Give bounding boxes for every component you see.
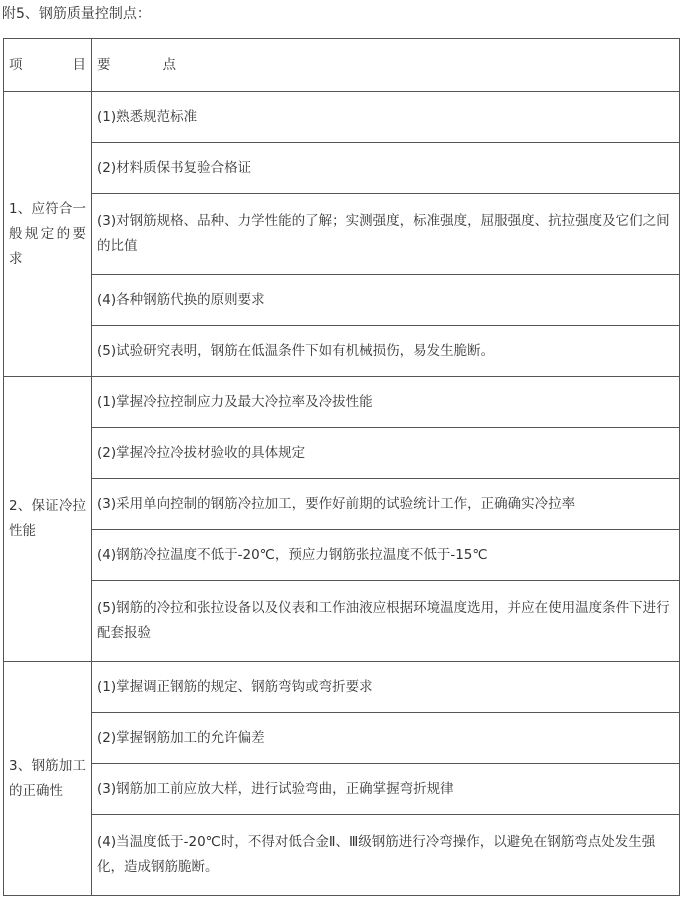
table-header-row: [4, 39, 680, 92]
header-point-char-1: 要: [97, 56, 113, 73]
document-caption: 附5、钢筋质量控制点：: [2, 6, 151, 22]
point-cell: (2)掌握冷拉冷拔材验收的具体规定: [92, 428, 680, 479]
table-row: [4, 713, 680, 764]
quality-control-table: [3, 38, 680, 896]
category-cell: 1、应符合一般规定的要求: [4, 92, 92, 377]
table-row: [4, 815, 680, 896]
point-cell: (1)熟悉规范标准: [92, 92, 680, 143]
table-row: [4, 479, 680, 530]
table-row: [4, 194, 680, 275]
table-row: [4, 581, 680, 662]
category-cell: 2、保证冷拉性能: [4, 377, 92, 662]
table-row: [4, 275, 680, 326]
table-row: [4, 143, 680, 194]
table-row: [4, 764, 680, 815]
table-row: [4, 377, 680, 428]
point-cell: (1)掌握调正钢筋的规定、钢筋弯钩或弯折要求: [92, 662, 680, 713]
point-cell: (4)当温度低于-20℃时，不得对低合金Ⅱ、Ⅲ级钢筋进行冷弯操作，以避免在钢筋弯点处发生强化，造成钢筋脆断。: [92, 815, 680, 896]
table-row: [4, 428, 680, 479]
header-point-cell: [92, 39, 680, 92]
category-cell: 3、钢筋加工的正确性: [4, 662, 92, 896]
header-item-char-2: 目: [72, 56, 86, 73]
header-point-char-2: 点: [162, 56, 178, 73]
table-row: [4, 92, 680, 143]
point-cell: (5)钢筋的冷拉和张拉设备以及仪表和工作油液应根据环境温度选用，并应在使用温度条件下进行配套报验: [92, 581, 680, 662]
point-cell: (5)试验研究表明，钢筋在低温条件下如有机械损伤，易发生脆断。: [92, 326, 680, 377]
point-cell: (4)钢筋冷拉温度不低于-20℃，预应力钢筋张拉温度不低于-15℃: [92, 530, 680, 581]
point-cell: (3)钢筋加工前应放大样，进行试验弯曲，正确掌握弯折规律: [92, 764, 680, 815]
point-cell: (1)掌握冷拉控制应力及最大冷拉率及冷拔性能: [92, 377, 680, 428]
point-cell: (3)采用单向控制的钢筋冷拉加工，要作好前期的试验统计工作，正确确实冷拉率: [92, 479, 680, 530]
table-row: [4, 530, 680, 581]
point-cell: (3)对钢筋规格、品种、力学性能的了解；实测强度，标准强度，屈服强度、抗拉强度及它们之间的比值: [92, 194, 680, 275]
header-item-char-1: 项: [9, 56, 23, 73]
point-cell: (4)各种钢筋代换的原则要求: [92, 275, 680, 326]
point-cell: (2)掌握钢筋加工的允许偏差: [92, 713, 680, 764]
point-cell: (2)材料质保书复验合格证: [92, 143, 680, 194]
table-row: [4, 326, 680, 377]
table-row: [4, 662, 680, 713]
header-item-cell: [4, 39, 92, 92]
